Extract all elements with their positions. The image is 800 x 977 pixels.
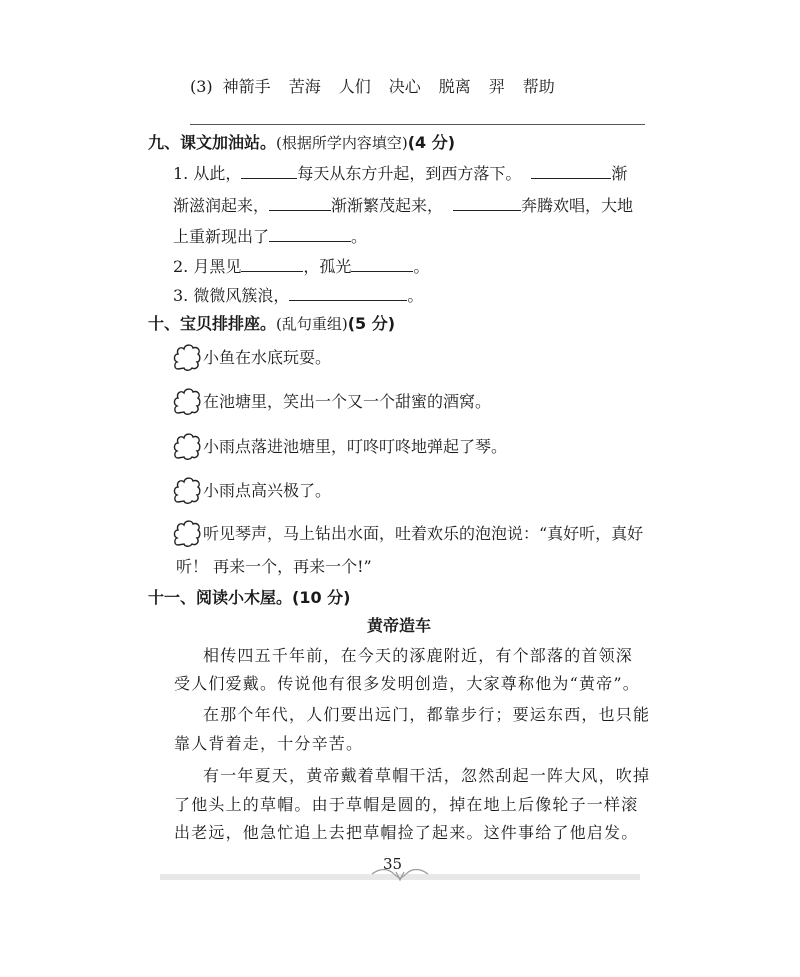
story-line: 相传四五千年前，在今天的涿鹿附近，有个部落的首领深 [203,646,634,665]
q10-title: 十、宝贝排排座。 [148,314,277,333]
fill-blank[interactable] [289,286,407,301]
word-item: 苦海 [288,77,321,96]
q9-item1-line2: 渐滋润起来， 渐渐繁茂起来， 奔腾欢唱，大地 [173,196,634,215]
word-list [190,77,573,97]
q10-sentence: 在池塘里，笑出一个又一个甜蜜的酒窝。 [173,386,491,416]
fill-blank[interactable] [351,257,413,272]
order-bubble-icon[interactable] [173,431,201,461]
word-item: 帮助 [522,77,555,96]
q9-score: (4 分) [407,133,456,152]
q9-item1-line3: 上重新现出了 。 [173,227,368,246]
q9-item3: 3. 微微风簇浪， 。 [173,286,424,305]
fill-blank[interactable] [241,164,297,179]
answer-line[interactable] [190,124,645,125]
order-bubble-icon[interactable] [173,475,201,505]
story-line: 靠人背着走，十分辛苦。 [174,734,364,753]
story-title: 黄帝造车 [367,616,432,635]
q9-heading [148,133,455,153]
q10-sentence: 小雨点高兴极了。 [173,475,331,505]
word-item: 人们 [338,77,371,96]
q10-heading [148,314,395,334]
q9-item2: 2. 月黑见 ，孤光 。 [173,257,430,276]
word-item: 羿 [488,77,505,96]
q11-title: 十一、阅读小木屋。 [148,588,293,607]
q11-score: (10 分) [292,588,351,607]
q9-note: (根据所学内容填空) [276,134,408,152]
story-line: 在那个年代，人们要出远门，都靠步行；要运东西，也只能 [203,705,651,724]
order-bubble-icon[interactable] [173,386,201,416]
q10-score: (5 分) [347,314,396,333]
q9-title: 九、课文加油站。 [148,133,277,152]
q10-sentence-continuation: 听！ 再来一个，再来一个!” [176,557,372,576]
q10-sentence: 小雨点落进池塘里，叮咚叮咚地弹起了琴。 [173,431,507,461]
fill-blank[interactable] [269,196,331,211]
story-line: 了他头上的草帽。由于草帽是圆的，掉在地上后像轮子一样滚 [174,795,639,814]
story-line: 出老远，他急忙追上去把草帽捡了起来。这件事给了他启发。 [174,823,639,842]
word-list-prefix: (3) [190,77,213,96]
story-line: 有一年夏天，黄帝戴着草帽干活，忽然刮起一阵大风，吹掉 [203,766,651,785]
q11-heading [148,588,350,608]
fill-blank[interactable] [531,164,611,179]
fill-blank[interactable] [269,227,351,242]
page-number: 35 [383,855,403,873]
word-item: 决心 [388,77,421,96]
order-bubble-icon[interactable] [173,518,201,548]
story-line: 受人们爱戴。传说他有很多发明创造，大家尊称他为“黄帝”。 [174,674,640,693]
fill-blank[interactable] [241,257,303,272]
word-item: 脱离 [438,77,471,96]
q10-note: (乱句重组) [276,315,348,333]
fill-blank[interactable] [453,196,521,211]
q9-item1-line1: 1. 从此， 每天从东方升起，到西方落下。 渐 [173,164,628,183]
word-item: 神箭手 [222,77,271,96]
order-bubble-icon[interactable] [173,342,201,372]
q10-sentence: 小鱼在水底玩耍。 [173,342,331,372]
q10-sentence: 听见琴声，马上钻出水面，吐着欢乐的泡泡说：“真好听，真好 [173,518,643,548]
ornament-icon [370,866,430,882]
